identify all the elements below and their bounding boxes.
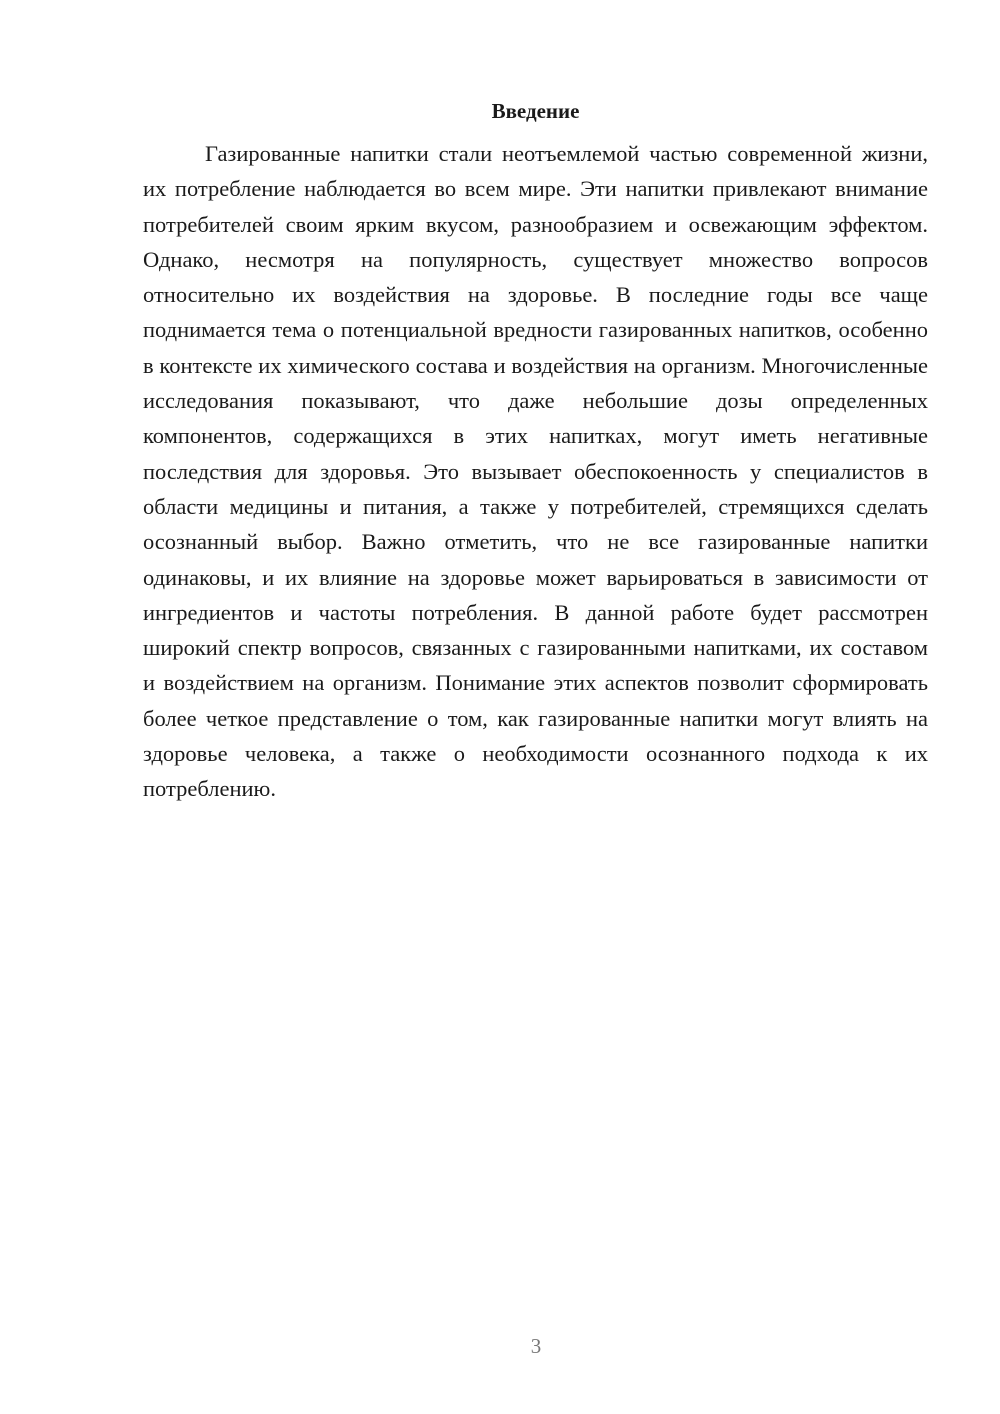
page-number: 3 [530,1334,542,1358]
page-content [143,96,928,807]
section-heading: Введение [491,99,580,123]
body-paragraph: Газированные напитки стали неотъемлемой частью современной жизни, их потребление наблюдается во всем мире. Эти напитки привлекают внимание потребителей своим ярким вкусом, разнообразием и освежающим эффектом. Однако, несмотря на популярность, существует множество вопросов относительно их воздействия на здоровье. В последние годы все чаще поднимается тема о потенциальной вредности газированных напитков, особенно в контексте их химического состава и воздействия на организм. Многочисленные исследования показывают, что даже небольшие дозы определенных компонентов, содержащихся в этих напитках, могут иметь негативные последствия для здоровья. Это вызывает обеспокоенность у специалистов в области медицины и питания, а также у потребителей, стремящихся сделать осознанный выбор. Важно отметить, что не все газированные напитки одинаковы, и их влияние на здоровье может варьироваться в зависимости от ингредиентов и частоты потребления. В данной работе будет рассмотрен широкий спектр вопросов, связанных с газированными напитками, их составом и воздействием на организм. Понимание этих аспектов позволит сформировать более четкое представление о том, как газированные напитки могут влиять на здоровье человека, а также о необходимости осознанного подхода к их потреблению. [143,141,928,802]
